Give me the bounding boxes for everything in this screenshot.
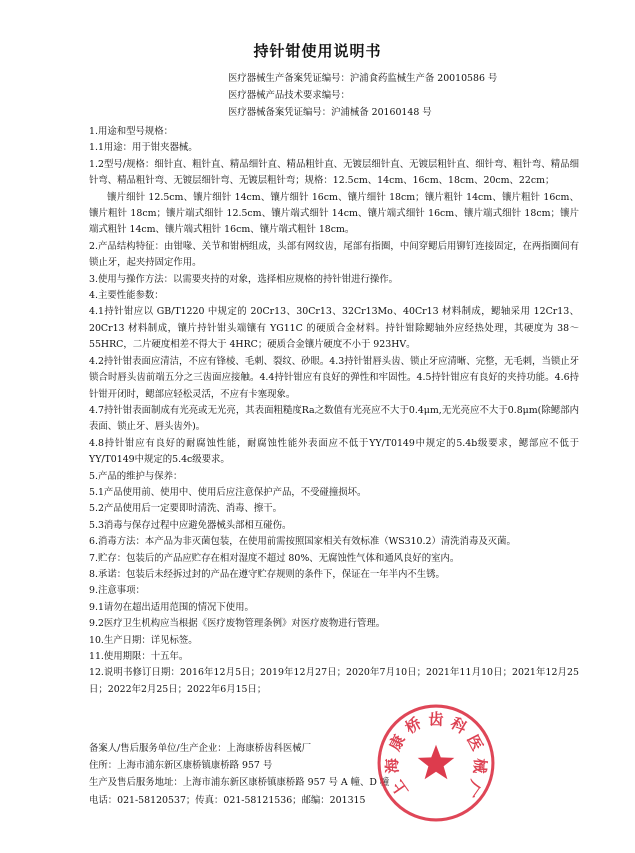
- paragraph: 4.8持针钳应有良好的耐腐蚀性能，耐腐蚀性能外表面应不低于YY/T0149中规定的5.4b级要求，鳃部应不低于YY/T0149中规定的5.4c级要求。: [89, 437, 579, 466]
- paragraph: 5.1产品使用前、使用中、使用后应注意保护产品，不受碰撞损坏。: [89, 486, 367, 498]
- paragraph: 4.7持针钳表面制成有光亮或无光亮，其表面粗糙度Ra之数值有光亮应不大于0.4μm,无光亮应不大于0.8μm(除鳃部内表面、锁止牙、唇头齿外)。: [89, 404, 579, 433]
- paragraph: 4.1持针钳应以 GB/T1220 中规定的 20Cr13、30Cr13、32Cr13Mo、40Cr13 材料制成，鳃轴采用 12Cr13、20Cr13 材料制成，镶片持针钳头端镶有 YG11C 的硬质合金材料。持针钳除鳃轴外应经热处理，其硬度为 38～55HRC，二片硬度相差不得大于 4HRC；硬质合金镶片硬度不小于 923HV。: [89, 306, 579, 351]
- paragraph: 8.承诺：包装后未经拆过封的产品在遵守贮存规则的条件下，保证在一年半内不生锈。: [89, 568, 445, 580]
- paragraph: 5.3消毒与保存过程中应避免器械头部相互碰伤。: [89, 519, 292, 531]
- registration-line: 医疗器械产品技术要求编号：: [228, 90, 350, 101]
- stamp-character: 械: [470, 757, 490, 775]
- stamp-character: 海: [382, 757, 402, 775]
- paragraph: 10.生产日期：详见标签。: [89, 634, 198, 646]
- paragraph: 9.2医疗卫生机构应当根据《医疗废物管理条例》对医疗废物进行管理。: [89, 618, 386, 630]
- paragraph: 5.产品的维护与保养：: [89, 470, 183, 482]
- footer-line: 电话：021-58120537；传真：021-58121536；邮编：201315: [89, 794, 366, 806]
- paragraph: 2.产品结构特征：由钳喙、关节和钳柄组成，头部有网纹齿，尾部有指圈，中间穿鳃后用铆钉连接固定，在两指圈间有锁止牙，起夹持固定作用。: [89, 240, 579, 269]
- paragraph: 4.主要性能参数：: [89, 290, 164, 302]
- stamp-character: 齿: [428, 710, 444, 729]
- paragraph: 1.用途和型号规格：: [89, 126, 173, 137]
- stamp-character: 上: [388, 776, 412, 800]
- paragraph: 9.1请勿在超出适用范围的情况下使用。: [89, 601, 254, 613]
- paragraph: 7.贮存：包装后的产品应贮存在相对湿度不超过 80%、无腐蚀性气体和通风良好的室内。: [89, 552, 460, 564]
- paragraph: 4.2持针钳表面应清洁，不应有锋棱、毛刺、裂纹、砂眼。4.3持针钳唇头齿、锁止牙应清晰、完整，无毛刺，当锁止牙锁合时唇头齿前端五分之三齿面应接触。4.4持针钳应有良好的弹性和牢固性。4.5持针钳应有良好的夹持功能。4.6持针钳开闭时，鳃部应轻松灵活，不应有卡塞现象。: [89, 355, 579, 400]
- company-seal-stamp: [375, 702, 497, 824]
- document-title: 持针钳使用说明书: [253, 42, 382, 60]
- paragraph: 6.消毒方法：本产品为非灭菌包装，在使用前需按照国家相关有效标准（WS310.2）清洗消毒及灭菌。: [89, 536, 516, 548]
- registration-block: [228, 70, 497, 121]
- stamp-character: 康: [385, 731, 409, 754]
- stamp-character: 医: [463, 731, 487, 754]
- footer-line: 住所：上海市浦东新区康桥镇康桥路 957 号: [89, 760, 273, 772]
- paragraph: 镶片细针 12.5cm、镶片细针 14cm、镶片细针 16cm、镶片细针 18cm；镶片粗针 14cm、镶片粗针 16cm、镶片粗针 18cm；镶片端式细针 12.5cm、镶片端式细针 14cm、镶片端式细针 16cm、镶片端式细针 18cm；镶片端式粗针 14cm、镶片端式粗针 16cm、镶片端式粗针 18cm。: [89, 191, 579, 236]
- footer-line: 备案人/售后服务单位/生产企业：上海康桥齿科医械厂: [89, 743, 311, 754]
- stamp-character: 桥: [402, 713, 425, 738]
- paragraph: 1.1用途：用于钳夹器械。: [89, 142, 198, 154]
- paragraph: 11.使用期限：十五年。: [89, 651, 189, 662]
- paragraph: 9.注意事项：: [89, 585, 145, 597]
- footer-line: 生产及售后服务地址：上海市浦东新区康桥镇康桥路 957 号 A 幢、D 幢: [89, 777, 390, 789]
- stamp-character: 厂: [460, 776, 484, 800]
- paragraph: 12.说明书修订日期：2016年12月5日；2019年12月27日；2020年7月10日；2021年11月10日；2021年12月25日；2022年2月25日；2022年6月15日；: [89, 667, 579, 695]
- paragraph: 3.使用与操作方法：以需要夹持的对象，选择相应规格的持针钳进行操作。: [89, 273, 398, 285]
- paragraph: 1.2型号/规格：细针直、粗针直、精品细针直、精品粗针直、无镀层细针直、无镀层粗针直、细针弯、粗针弯、精品细针弯、精品粗针弯、无镀层细针弯、无镀层粗针弯；规格：12.5cm、14cm、16cm、18cm、20cm、22cm；: [89, 158, 579, 187]
- paragraph: 5.2产品使用后一定要即时清洗、消毒、擦干。: [89, 503, 283, 515]
- stamp-character: 科: [447, 713, 470, 738]
- document-body: [89, 124, 579, 698]
- registration-line: 医疗器械生产备案凭证编号：沪浦食药监械生产备 20010586 号: [228, 73, 498, 84]
- registration-line: 医疗器械备案凭证编号：沪浦械备 20160148 号: [228, 107, 432, 118]
